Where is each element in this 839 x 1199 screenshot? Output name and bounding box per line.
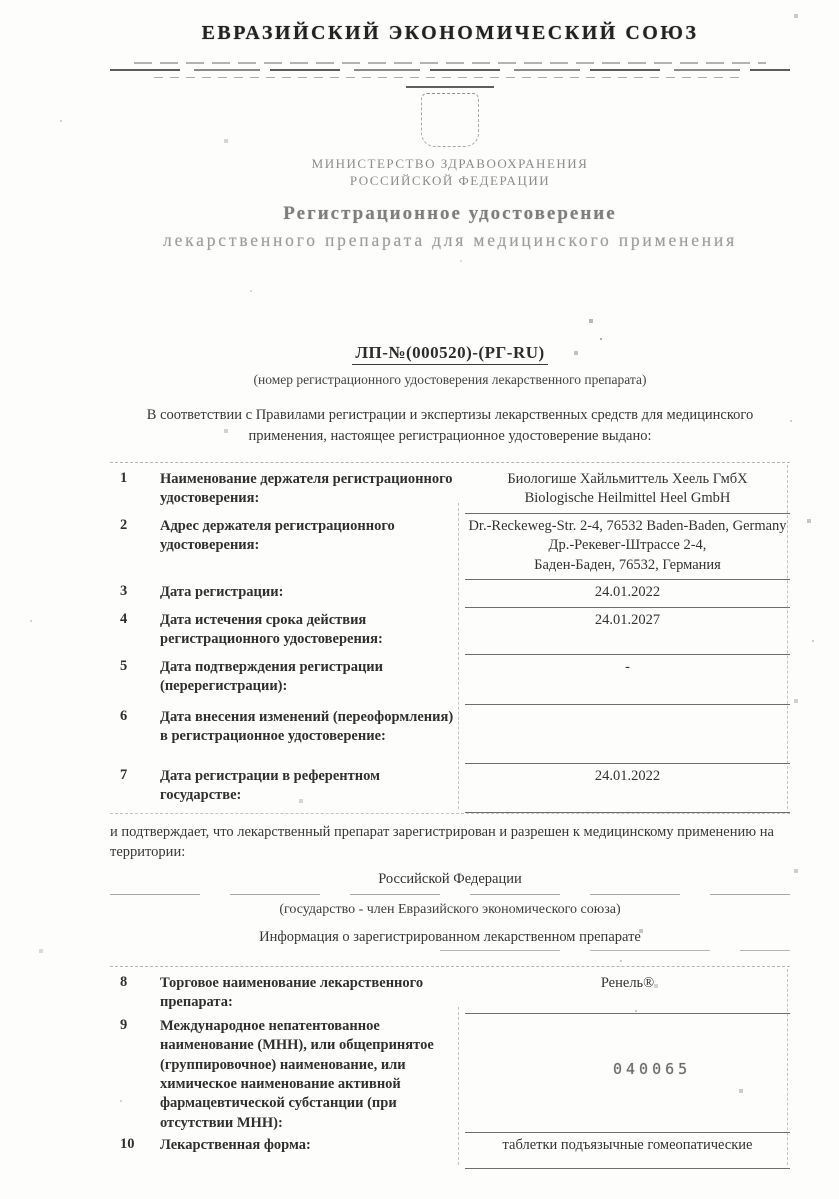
- decorative-header-lines: [110, 62, 790, 78]
- header-short-line: [406, 86, 494, 88]
- registration-number-wrap: [110, 343, 790, 365]
- field-number: 1: [120, 469, 128, 486]
- field-value-line: 24.01.2022: [594, 583, 661, 600]
- table-right-border: [787, 969, 788, 1165]
- field-value-line: таблетки подъязычные гомеопатические: [502, 1137, 753, 1154]
- field-label: Международное непатентованное наименование (МНН), или общепринятое (группировочное) наименование, или химическое наименование активной фармацевтической субстанции (при отсутствии МНН):: [160, 1018, 434, 1131]
- field-row: [110, 580, 790, 608]
- page-content: [110, 0, 790, 1169]
- field-number: 3: [120, 582, 128, 599]
- field-number: 10: [120, 1136, 135, 1153]
- field-value: [465, 517, 790, 580]
- table-right-border: [787, 465, 788, 809]
- field-value: [465, 974, 790, 1014]
- header-line-2: [110, 69, 790, 71]
- field-row: [110, 971, 790, 1014]
- field-number: 6: [120, 707, 128, 724]
- field-label: Дата истечения срока действия регистрационного удостоверения:: [160, 611, 383, 647]
- table-column-separator: [458, 503, 459, 809]
- union-header-title: ЕВРАЗИЙСКИЙ ЭКОНОМИЧЕСКИЙ СОЮЗ: [201, 22, 699, 44]
- intro-paragraph: В соответствии с Правилами регистрации и экспертизы лекарственных средств для медицинского применения, настоящее регистрационное удостоверение выдано:: [146, 406, 754, 444]
- field-number: 2: [120, 516, 128, 533]
- field-number: 7: [120, 766, 128, 783]
- field-value: [465, 767, 790, 813]
- field-row: [110, 705, 790, 764]
- serial-number: 040065: [613, 1060, 692, 1078]
- territory-name: Российской Федерации: [378, 871, 522, 888]
- field-value: [465, 611, 790, 655]
- field-row: [110, 1133, 790, 1169]
- document-title-line-1: Регистрационное удостоверение: [283, 202, 617, 224]
- field-value-line: 24.01.2022: [594, 767, 661, 784]
- field-value-line: Biologische Heilmittel Heel GmbH: [524, 490, 731, 507]
- field-value: [465, 658, 790, 705]
- field-value-line: Ренель®: [600, 975, 655, 992]
- field-label: Дата подтверждения регистрации (перерегистрации):: [160, 658, 384, 694]
- field-row: [110, 514, 790, 580]
- ministry-emblem-outline: [421, 93, 479, 147]
- table-column-separator: [458, 1007, 459, 1165]
- field-value-line: Dr.-Reckeweg-Str. 2-4, 76532 Baden-Baden, Germany: [468, 517, 787, 534]
- field-label: Наименование держателя регистрационного удостоверения:: [160, 470, 453, 507]
- field-value: [465, 583, 790, 608]
- header-line-1: [134, 62, 766, 64]
- field-value: [465, 470, 790, 514]
- field-value: [465, 1136, 790, 1169]
- registration-number-caption: (номер регистрационного удостоверения лекарственного препарата): [253, 371, 647, 387]
- ministry-name: [110, 156, 790, 190]
- territory-underline: [110, 894, 790, 895]
- scan-noise-speckles: [0, 0, 2, 2]
- ministry-line-2: РОССИЙСКОЙ ФЕДЕРАЦИИ: [349, 172, 551, 188]
- field-row: [110, 608, 790, 655]
- registration-number: ЛП-№(000520)-(РГ-RU): [352, 343, 547, 365]
- territory-caption: (государство - член Евразийского экономического союза): [279, 902, 621, 918]
- field-value-line: Др.-Рекевег-Штрассе 2-4,: [548, 537, 707, 554]
- field-number: 9: [120, 1017, 128, 1034]
- field-number: 5: [120, 657, 128, 674]
- field-value: [465, 708, 790, 764]
- field-label: Торговое наименование лекарственного препарата:: [160, 975, 424, 1011]
- field-label: Дата внесения изменений (переоформления) в регистрационное удостоверение:: [160, 708, 454, 744]
- field-value-line: Биологише Хайльмиттель Хеель ГмбХ: [507, 470, 748, 487]
- field-label: Лекарственная форма:: [160, 1137, 311, 1154]
- field-value-line: -: [625, 658, 630, 675]
- info-section-heading: Информация о зарегистрированном лекарственном препарате: [259, 929, 641, 946]
- field-label: Дата регистрации:: [160, 583, 284, 600]
- info-heading-line: [440, 950, 790, 951]
- field-number: 4: [120, 610, 128, 627]
- field-row: [110, 764, 790, 813]
- confirmation-text: и подтверждает, что лекарственный препарат зарегистрирован и разрешен к медицинскому применению на территории:: [110, 823, 774, 860]
- field-value-line: Баден-Баден, 76532, Германия: [534, 556, 721, 573]
- ministry-line-1: МИНИСТЕРСТВО ЗДРАВООХРАНЕНИЯ: [311, 156, 589, 171]
- field-label: Дата регистрации в референтном государстве:: [160, 767, 380, 803]
- field-row: [110, 467, 790, 514]
- field-label: Адрес держателя регистрационного удостоверения:: [160, 517, 395, 554]
- field-value-line: 24.01.2027: [594, 611, 661, 628]
- document-title-line-2: лекарственного препарата для медицинского применения: [163, 229, 737, 250]
- header-line-3: [154, 77, 746, 78]
- field-number: 8: [120, 974, 128, 991]
- field-row: [110, 655, 790, 705]
- holder-fields-table: [110, 462, 790, 814]
